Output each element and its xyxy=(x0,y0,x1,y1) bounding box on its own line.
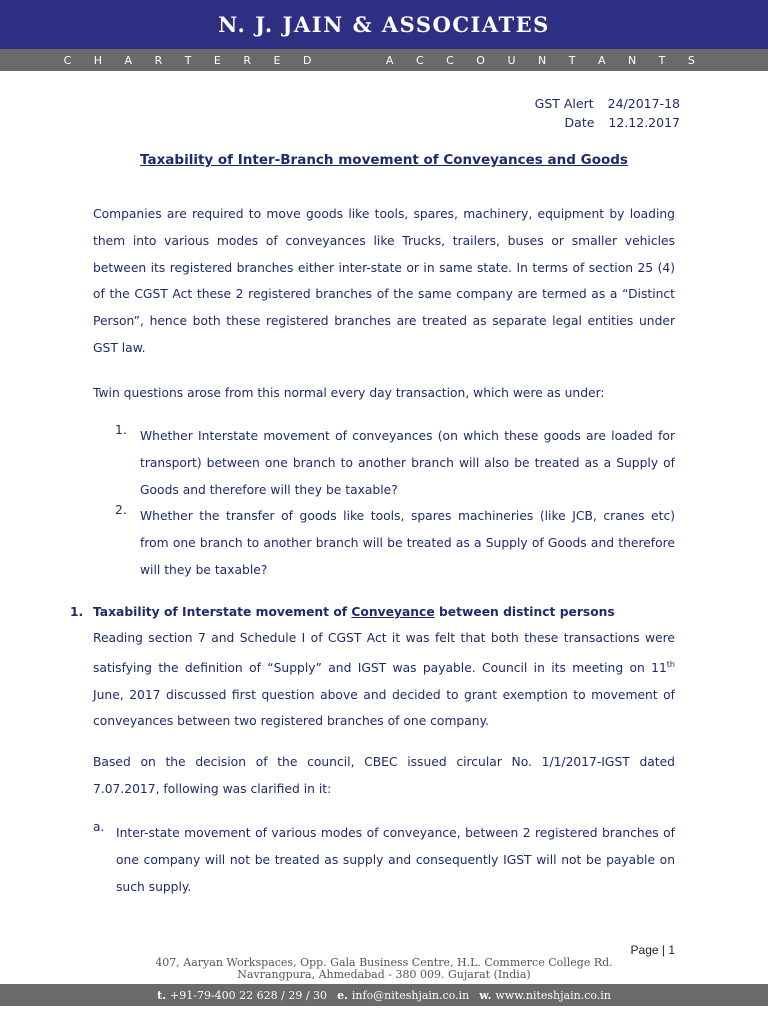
document-title-text: Taxability of Inter-Branch movement of Conveyances and Goods xyxy=(140,152,628,168)
letterhead-banner xyxy=(0,0,768,49)
section-heading-text xyxy=(93,605,615,619)
firm-name: N. J. JAIN & ASSOCIATES xyxy=(218,12,550,37)
alert-label: GST Alert xyxy=(534,96,594,111)
section-number: 1. xyxy=(70,605,84,619)
alert-date: 12.12.2017 xyxy=(608,115,680,130)
phone-label: t. xyxy=(157,988,167,1002)
list-item-number: 1. xyxy=(115,423,127,437)
email-label: e. xyxy=(337,988,348,1002)
list-item-number: 2. xyxy=(115,503,127,518)
phone-number: +91-79-400 22 628 / 29 / 30 xyxy=(170,988,328,1002)
list-item-text: Inter-state movement of various modes of conveyance, between 2 registered branches of one company will not be treated as supply and consequently IGST will not be payable on such supply. xyxy=(116,826,675,894)
email-address[interactable]: info@niteshjain.co.in xyxy=(351,988,470,1002)
ordinal-suffix: th xyxy=(666,659,675,669)
twin-intro-paragraph: Twin questions arose from this normal every day transaction, which were as under: xyxy=(93,386,605,400)
alert-number-row xyxy=(535,94,680,113)
section-paragraph xyxy=(93,625,675,735)
date-label: Date xyxy=(564,115,595,130)
section-paragraph-pre: Reading section 7 and Schedule I of CGST Act it was felt that both these transactions were satisfying the definition of “Supply” and IGST was payable. Council in its meeting on 11 xyxy=(93,631,675,675)
section-heading xyxy=(70,605,675,619)
website-label: w. xyxy=(479,988,492,1002)
firm-subtitle: C H A R T E R E D A C C O U N T A N T S xyxy=(63,53,705,67)
list-item-number: a. xyxy=(93,820,105,834)
intro-section xyxy=(93,201,675,362)
letterhead xyxy=(0,0,768,71)
office-address xyxy=(0,957,768,981)
contact-footer xyxy=(0,984,768,1006)
alert-number: 24/2017-18 xyxy=(607,96,680,111)
clarification-list xyxy=(93,820,675,901)
section-heading-underlined: Conveyance xyxy=(351,605,435,619)
list-item-text: Whether Interstate movement of conveyances (on which these goods are loaded for transport) between one branch to another branch will also be treated as a Supply of Goods and therefore will they be taxable? xyxy=(140,429,675,497)
list-item xyxy=(115,503,675,583)
page-number: Page | 1 xyxy=(630,943,675,957)
list-item-text: Whether the transfer of goods like tools, spares machineries (like JCB, cranes etc) from one branch to another branch will be treated as a Supply of Goods and therefore will they be taxable? xyxy=(140,509,675,577)
circular-section xyxy=(93,749,675,803)
circular-paragraph: Based on the decision of the council, CBEC issued circular No. 1/1/2017-IGST dated 7.07.2017, following was clarified in it: xyxy=(93,755,675,796)
list-item xyxy=(115,423,675,503)
section-heading-post: between distinct persons xyxy=(434,605,615,619)
letterhead-strip xyxy=(0,49,768,71)
website-link[interactable]: www.niteshjain.co.in xyxy=(495,988,611,1002)
alert-date-row xyxy=(535,113,680,132)
question-list xyxy=(115,423,675,584)
address-line-2: Navrangpura, Ahmedabad - 380 009. Gujarat (India) xyxy=(237,968,531,981)
section-paragraph-post: June, 2017 discussed first question above and decided to grant exemption to movement of conveyances between two registered branches of one company. xyxy=(93,687,675,729)
twin-intro-section xyxy=(93,380,675,407)
section-heading-pre: Taxability of Interstate movement of xyxy=(93,605,352,619)
section-body xyxy=(93,625,675,735)
intro-paragraph: Companies are required to move goods like tools, spares, machinery, equipment by loading them into various modes of conveyances like Trucks, trailers, buses or smaller vehicles between its registered branches either inter-state or in same state. In terms of section 25 (4) of the CGST Act these 2 registered branches of the same company are termed as a “Distinct Person”, hence both these registered branches are treated as separate legal entities under GST law. xyxy=(93,207,675,355)
document-title xyxy=(0,152,768,168)
list-item xyxy=(93,820,675,901)
address-line-1: 407, Aaryan Workspaces, Opp. Gala Business Centre, H.L. Commerce College Rd. xyxy=(155,956,613,969)
alert-meta xyxy=(535,94,680,132)
